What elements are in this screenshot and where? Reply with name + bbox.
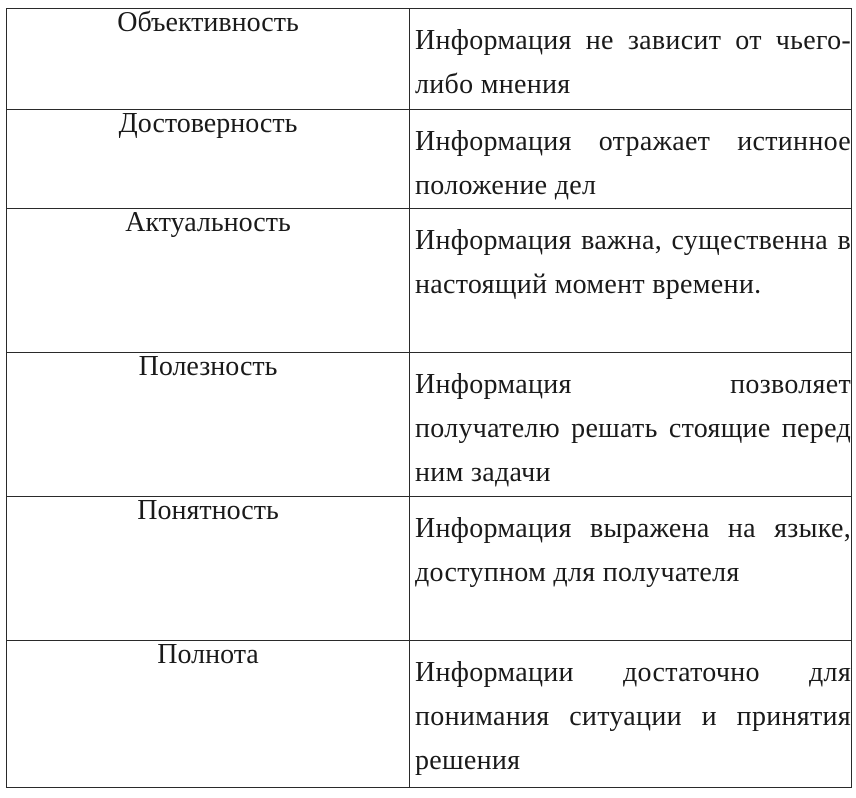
property-description: Информация важна, существенна в настоящий момент времени. bbox=[415, 225, 851, 301]
property-name: Полезность bbox=[138, 351, 278, 383]
description-cell bbox=[410, 109, 852, 209]
property-description: Информация выражена на языке, доступном для получателя bbox=[415, 513, 851, 589]
property-name: Актуальность bbox=[125, 207, 291, 239]
property-name: Достоверность bbox=[118, 107, 298, 139]
property-cell bbox=[7, 109, 410, 209]
description-cell bbox=[410, 209, 852, 353]
property-cell bbox=[7, 9, 410, 110]
property-cell bbox=[7, 353, 410, 497]
property-name: Понятность bbox=[137, 495, 279, 527]
properties-table bbox=[6, 8, 852, 788]
description-cell bbox=[410, 641, 852, 788]
property-cell bbox=[7, 209, 410, 353]
property-cell bbox=[7, 497, 410, 641]
table-row bbox=[7, 353, 852, 497]
property-description: Информация не зависит от чьего-либо мнения bbox=[415, 25, 851, 100]
property-name: Полнота bbox=[157, 639, 259, 671]
property-description: Информация отражает истинное положение дел bbox=[415, 125, 851, 201]
property-cell bbox=[7, 641, 410, 788]
table-row bbox=[7, 109, 852, 209]
description-cell bbox=[410, 497, 852, 641]
property-description: Информация позволяет получателю решать стоящие перед ним задачи bbox=[415, 369, 851, 489]
table-row bbox=[7, 497, 852, 641]
table-row bbox=[7, 9, 852, 110]
table-row bbox=[7, 209, 852, 353]
description-cell bbox=[410, 9, 852, 110]
table-row bbox=[7, 641, 852, 788]
property-description: Информации достаточно для понимания ситуации и принятия решения bbox=[415, 657, 851, 777]
property-name: Объективность bbox=[117, 7, 299, 38]
description-cell bbox=[410, 353, 852, 497]
